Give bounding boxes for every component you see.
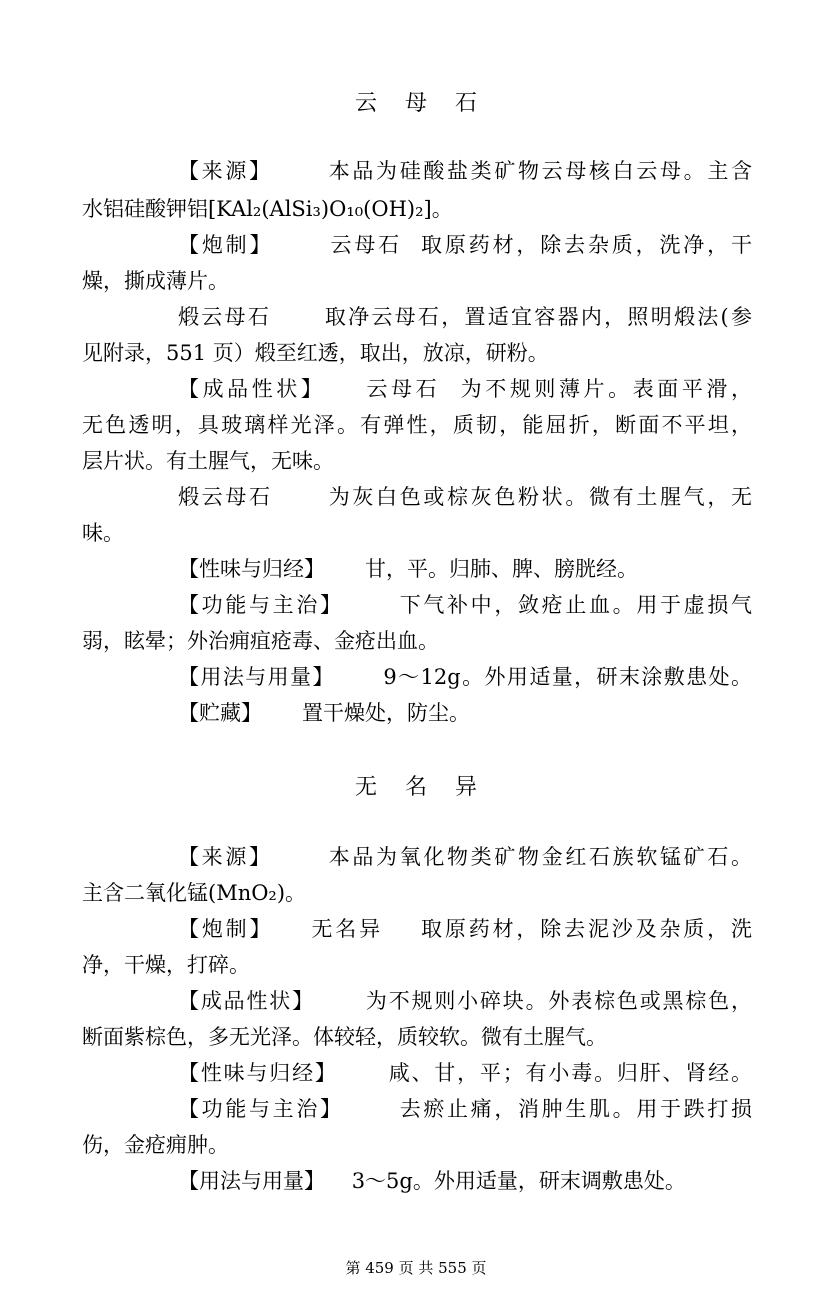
text-line: 煅云母石 取净云母石，置适宜容器内，照明煅法(参 xyxy=(178,305,752,329)
text-line: 净，干燥，打碎。 xyxy=(82,953,250,977)
text-line: 【成品性状】 为不规则小碎块。外表棕色或黑棕色， xyxy=(178,989,752,1013)
text-line: 层片状。有土腥气，无味。 xyxy=(82,449,334,473)
section-title-2: 无 名 异 xyxy=(355,775,477,800)
text-line: 【用法与用量】 9～12g。外用适量，研末涂敷患处。 xyxy=(178,665,752,689)
section-title-1: 云 母 石 xyxy=(355,91,477,116)
text-line: 【用法与用量】 3～5g。外用适量，研末调敷患处。 xyxy=(178,1169,686,1193)
text-line: 【炮制】 云母石 取原药材，除去杂质，洗净，干 xyxy=(178,233,752,257)
text-line: 煅云母石 为灰白色或棕灰色粉状。微有土腥气，无 xyxy=(178,485,752,509)
text-line: 【来源】 本品为硅酸盐类矿物云母核白云母。主含 xyxy=(178,159,752,183)
text-line: 弱，眩晕；外治痈疽疮毒、金疮出血。 xyxy=(82,629,439,653)
text-line: 【功能与主治】 下气补中，敛疮止血。用于虚损气 xyxy=(178,593,752,617)
text-line: 【性味与归经】 甘，平。归肺、脾、膀胱经。 xyxy=(178,557,639,581)
text-line: 燥，撕成薄片。 xyxy=(82,269,229,293)
text-line: 断面紫棕色，多无光泽。体较轻，质较软。微有土腥气。 xyxy=(82,1025,607,1049)
text-line: 【炮制】 无名异 取原药材，除去泥沙及杂质，洗 xyxy=(178,917,752,941)
text-line: 味。 xyxy=(82,521,124,545)
page-footer: 第 459 页 共 555 页 xyxy=(345,1259,487,1277)
text-line: 水铝硅酸钾铝[KAl₂(AlSi₃)O₁₀(OH)₂]。 xyxy=(82,197,453,221)
text-line: 【贮藏】 置干燥处，防尘。 xyxy=(178,701,471,725)
text-line: 主含二氧化锰(MnO₂)。 xyxy=(82,881,307,905)
text-line: 【性味与归经】 咸、甘，平；有小毒。归肝、肾经。 xyxy=(178,1061,752,1085)
text-line: 伤，金疮痈肿。 xyxy=(82,1133,229,1157)
text-line: 见附录，551 页）煅至红透，取出，放凉，研粉。 xyxy=(82,341,549,365)
text-line: 无色透明，具玻璃样光泽。有弹性，质韧，能屈折，断面不平坦， xyxy=(82,413,752,437)
text-line: 【功能与主治】 去瘀止痛，消肿生肌。用于跌打损 xyxy=(178,1097,752,1121)
text-line: 【来源】 本品为氧化物类矿物金红石族软锰矿石。 xyxy=(178,845,752,869)
text-line: 【成品性状】 云母石 为不规则薄片。表面平滑， xyxy=(178,377,752,401)
